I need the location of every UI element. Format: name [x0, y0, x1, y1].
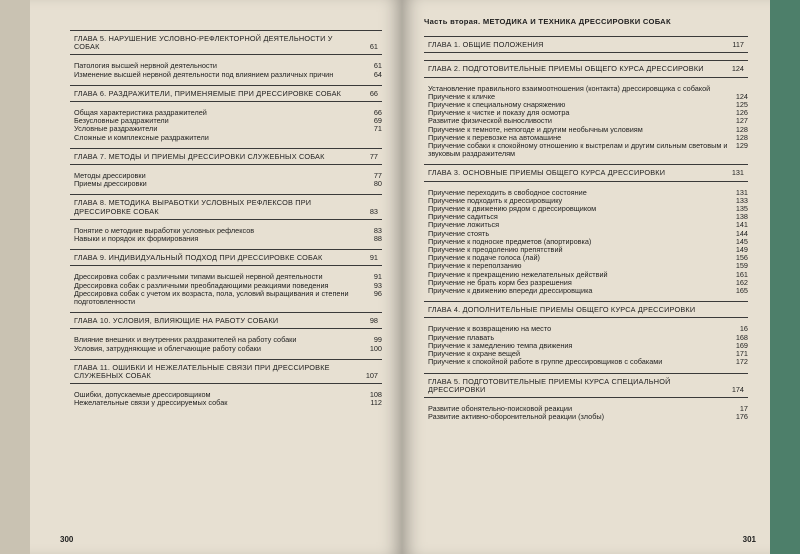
chapter-title: ГЛАВА 9. ИНДИВИДУАЛЬНЫЙ ПОДХОД ПРИ ДРЕССИРОВКЕ СОБАК — [74, 253, 323, 263]
entry-title: Приучение собаки к спокойному отношению к выстрелам и другим сильным световым и звуковым раздражителям — [428, 141, 728, 159]
entry-title: Приемы дрессировки — [74, 179, 147, 189]
entry-title: Приучение подходить к дрессировщику — [428, 195, 563, 205]
toc-chapter — [70, 359, 382, 408]
chapter-heading — [70, 30, 382, 55]
entry-title: Приучение переходить в свободное состояние — [428, 187, 587, 197]
entry-title: Приучение к движению впереди дрессировщика — [428, 286, 593, 296]
entry-title: Развитие физической выносливости — [428, 116, 552, 126]
chapter-page-number: 107 — [365, 371, 378, 381]
entry-title: Безусловные раздражители — [74, 116, 169, 126]
book-cover — [768, 0, 800, 554]
entry-page-number: 162 — [735, 277, 748, 287]
entry-title: Развитие активно-оборонительной реакции (злобы) — [428, 412, 605, 422]
entry-title: Нежелательные связи у дрессируемых собак — [74, 398, 228, 408]
toc-entry — [74, 345, 382, 353]
entry-title: Дрессировка собак с различными типами высшей нервной деятельности — [74, 272, 323, 282]
entry-title: Приучение к прекращению нежелательных действий — [428, 269, 608, 279]
chapter-title: ГЛАВА 6. РАЗДРАЖИТЕЛИ, ПРИМЕНЯЕМЫЕ ПРИ ДРЕССИРОВКЕ СОБАК — [74, 88, 342, 98]
entry-page-number: 80 — [373, 179, 382, 189]
entry-title: Установление правильного взаимоотношения (контакта) дрессировщика с собакой — [428, 83, 711, 93]
chapter-page-number: 77 — [369, 151, 378, 161]
entry-page-number: 71 — [373, 124, 382, 134]
entry-title: Сложные и комплексные раздражители — [74, 132, 209, 142]
entry-page-number: 176 — [735, 412, 748, 422]
chapter-title: ГЛАВА 2. ПОДГОТОВИТЕЛЬНЫЕ ПРИЕМЫ ОБЩЕГО КУРСА ДРЕССИРОВКИ — [428, 64, 704, 74]
entry-title: Приучение к движению рядом с дрессировщиком — [428, 204, 597, 214]
toc-entry — [428, 358, 748, 366]
toc-chapter — [424, 36, 748, 53]
entry-title: Приучение к преодолению препятствий — [428, 245, 563, 255]
chapter-heading — [70, 312, 382, 329]
chapter-title: ГЛАВА 10. УСЛОВИЯ, ВЛИЯЮЩИЕ НА РАБОТУ СОБАКИ — [74, 316, 279, 326]
entry-page-number: 149 — [735, 245, 748, 255]
entry-title: Приучение к подноске предметов (апортировка) — [428, 236, 592, 246]
toc-entry — [74, 180, 382, 188]
running-head: Часть вторая. МЕТОДИКА И ТЕХНИКА ДРЕССИРОВКИ СОБАК — [424, 17, 671, 26]
entry-page-number: 112 — [370, 398, 382, 408]
entry-page-number: 145 — [735, 236, 748, 246]
chapter-title: ГЛАВА 8. МЕТОДИКА ВЫРАБОТКИ УСЛОВНЫХ РЕФЛЕКСОВ ПРИ ДРЕССИРОВКЕ СОБАК — [74, 198, 312, 216]
entry-page-number: 156 — [735, 253, 748, 263]
chapter-page-number: 91 — [369, 253, 378, 263]
toc-entry — [74, 235, 382, 243]
entry-page-number: 108 — [369, 390, 382, 400]
toc-entry — [428, 413, 748, 421]
entry-title: Приучение к охране вещей — [428, 349, 521, 359]
entry-page-number: 172 — [735, 357, 748, 367]
chapter-page-number: 98 — [369, 316, 378, 326]
page-number: 300 — [60, 535, 74, 544]
entry-page-number: 159 — [735, 261, 748, 271]
chapter-title: ГЛАВА 5. НАРУШЕНИЕ УСЛОВНО-РЕФЛЕКТОРНОЙ ДЕЯТЕЛЬНОСТИ У СОБАК — [74, 34, 333, 52]
chapter-title: ГЛАВА 11. ОШИБКИ И НЕЖЕЛАТЕЛЬНЫЕ СВЯЗИ ПРИ ДРЕССИРОВКЕ СЛУЖЕБНЫХ СОБАК — [74, 362, 330, 381]
toc-chapter — [70, 194, 382, 243]
entry-page-number: 61 — [373, 61, 382, 71]
chapter-heading — [424, 373, 748, 398]
toc-chapter — [424, 373, 748, 422]
left-page — [30, 0, 402, 554]
entry-page-number: 124 — [735, 91, 748, 101]
entry-page-number: 165 — [735, 286, 748, 296]
entry-title: Приучение не брать корм без разрешения — [428, 277, 572, 287]
entry-page-number: 125 — [735, 100, 748, 110]
entry-page-number: 131 — [735, 187, 748, 197]
entry-page-number: 135 — [735, 204, 748, 214]
chapter-heading — [70, 359, 382, 384]
entry-title: Приучение к замедлению темпа движения — [428, 340, 573, 350]
chapter-title: ГЛАВА 7. МЕТОДЫ И ПРИЕМЫ ДРЕССИРОВКИ СЛУЖЕБНЫХ СОБАК — [74, 151, 325, 161]
entry-page-number: 127 — [735, 116, 748, 126]
chapter-page-number: 131 — [731, 168, 744, 178]
entry-page-number: 100 — [369, 343, 382, 353]
chapter-page-number: 83 — [369, 206, 378, 216]
entry-title: Приучение ложиться — [428, 220, 500, 230]
toc-entry — [428, 287, 748, 295]
entry-page-number: 126 — [735, 108, 748, 118]
entry-title: Приучение к спокойной работе в группе дрессировщиков с собаками — [428, 357, 663, 367]
entry-page-number: 129 — [735, 141, 748, 151]
entry-title: Дрессировка собак с учетом их возраста, пола, условий выращивания и степени подготовленности — [74, 288, 349, 307]
entry-title: Условия, затрудняющие и облегчающие работу собаки — [74, 343, 261, 353]
toc-chapter — [70, 249, 382, 306]
entry-title: Влияние внешних и внутренних раздражителей на работу собаки — [74, 335, 297, 345]
entry-title: Приучение к подаче голоса (лай) — [428, 253, 540, 263]
entry-title: Приучение к кличке — [428, 91, 496, 101]
entry-title: Ошибки, допускаемые дрессировщиком — [74, 390, 211, 400]
entry-title: Приучение к перевозке на автомашине — [428, 132, 562, 142]
entry-page-number: 138 — [735, 212, 748, 222]
entry-page-number: 169 — [735, 340, 748, 350]
entry-title: Приучение к переползанию — [428, 261, 522, 271]
entry-page-number: 66 — [373, 108, 382, 118]
chapter-page-number: 174 — [731, 384, 744, 394]
chapter-title: ГЛАВА 1. ОБЩИЕ ПОЛОЖЕНИЯ — [428, 40, 544, 50]
chapter-heading — [70, 194, 382, 219]
entry-page-number: 77 — [373, 171, 382, 181]
chapter-heading — [70, 148, 382, 165]
chapter-heading — [424, 36, 748, 53]
entry-title: Патология высшей нервной деятельности — [74, 61, 217, 71]
chapter-page-number: 117 — [732, 40, 744, 50]
entry-title: Приучение к чистке и показу для осмотра — [428, 108, 570, 118]
chapter-page-number: 124 — [731, 64, 744, 74]
toc-entry — [74, 290, 382, 306]
entry-page-number: 93 — [373, 280, 382, 290]
entry-title: Навыки и порядок их формирования — [74, 234, 199, 244]
chapter-page-number: 61 — [369, 42, 378, 52]
entry-page-number: 133 — [735, 195, 748, 205]
entry-page-number: 128 — [735, 124, 748, 134]
entry-page-number: 16 — [739, 324, 748, 334]
toc-chapter — [424, 60, 748, 158]
chapter-title: ГЛАВА 5. ПОДГОТОВИТЕЛЬНЫЕ ПРИЕМЫ КУРСА СПЕЦИАЛЬНОЙ ДРЕССИРОВКИ — [428, 376, 671, 394]
chapter-heading — [424, 301, 748, 318]
left-toc — [30, 0, 402, 414]
chapter-page-number: 66 — [369, 88, 378, 98]
entry-page-number: 144 — [735, 228, 748, 238]
entry-page-number: 96 — [373, 288, 382, 298]
chapter-title: ГЛАВА 3. ОСНОВНЫЕ ПРИЕМЫ ОБЩЕГО КУРСА ДРЕССИРОВКИ — [428, 168, 666, 178]
entry-title: Методы дрессировки — [74, 171, 146, 181]
chapter-heading — [70, 85, 382, 102]
entry-title: Понятие о методике выработки условных рефлексов — [74, 225, 255, 235]
toc-chapter — [70, 312, 382, 353]
toc-entry — [428, 142, 748, 158]
entry-title: Приучение стоять — [428, 228, 490, 238]
entry-page-number: 99 — [373, 335, 382, 345]
entry-title: Общая характеристика раздражителей — [74, 108, 207, 118]
entry-title: Приучение к темноте, непогоде и другим необычным условиям — [428, 124, 643, 134]
entry-page-number: 128 — [735, 132, 748, 142]
entry-page-number: 161 — [735, 269, 748, 279]
entry-title: Условные раздражители — [74, 124, 158, 134]
entry-page-number: 17 — [739, 403, 748, 413]
entry-title: Приучение к возвращению на место — [428, 324, 552, 334]
entry-page-number: 168 — [735, 332, 748, 342]
chapter-heading — [70, 249, 382, 266]
chapter-heading — [424, 60, 748, 77]
entry-page-number — [368, 134, 382, 142]
entry-title: Развитие обонятельно-поисковой реакции — [428, 403, 573, 413]
toc-entry — [74, 71, 382, 79]
toc-chapter — [424, 301, 748, 366]
entry-title: Приучение плавать — [428, 332, 495, 342]
page-number: 301 — [742, 535, 756, 544]
entry-title: Приучение садиться — [428, 212, 498, 222]
entry-page-number: 141 — [735, 220, 748, 230]
entry-page-number: 91 — [373, 272, 382, 282]
chapter-title: ГЛАВА 4. ДОПОЛНИТЕЛЬНЫЕ ПРИЕМЫ ОБЩЕГО КУРСА ДРЕССИРОВКИ — [428, 305, 696, 315]
entry-title: Дрессировка собак с различными преобладающими реакциями поведения — [74, 280, 329, 290]
entry-title: Приучение к специальному снаряжению — [428, 100, 566, 110]
entry-page-number: 64 — [373, 69, 382, 79]
chapter-heading — [424, 164, 748, 181]
entry-page-number: 88 — [373, 234, 382, 244]
entry-page-number: 83 — [373, 225, 382, 235]
right-toc — [402, 0, 770, 427]
toc-chapter — [70, 148, 382, 189]
toc-chapter — [70, 30, 382, 79]
entry-page-number: 171 — [735, 349, 748, 359]
entry-title: Изменение высшей нервной деятельности под влиянием различных причин — [74, 69, 334, 79]
entry-page-number: 69 — [373, 116, 382, 126]
toc-entry — [74, 399, 382, 407]
right-page — [402, 0, 770, 554]
toc-entry — [74, 134, 382, 142]
toc-chapter — [424, 164, 748, 295]
toc-chapter — [70, 85, 382, 142]
